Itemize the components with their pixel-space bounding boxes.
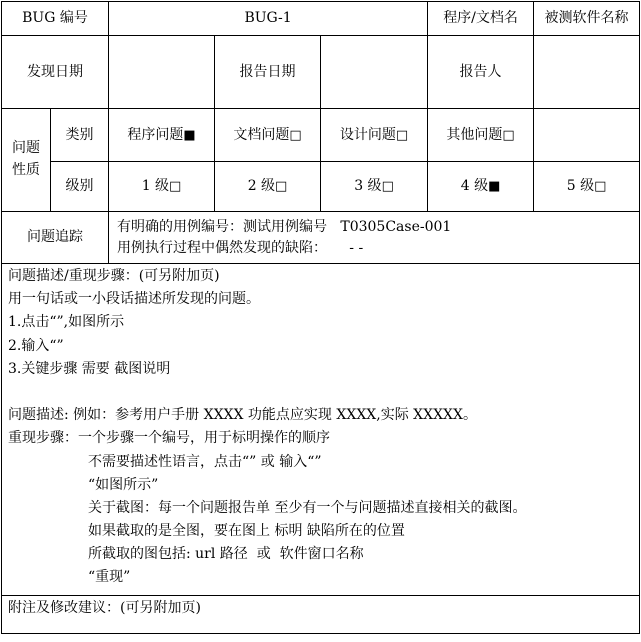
tracking-line-1: 有明确的用例编号：测试用例编号 T0305Case-001 [117, 219, 452, 236]
type-option-document[interactable] [215, 109, 321, 162]
type-label: 类别 [51, 109, 109, 162]
dates-row [2, 36, 640, 109]
notes-label: 附注及修改建议：(可另附加页) [8, 600, 201, 616]
unchecked-box-icon: □ [169, 179, 182, 195]
description-content[interactable] [2, 264, 640, 596]
notes-content[interactable] [2, 596, 640, 634]
level-option-text: 3 级 [354, 178, 382, 195]
level-option-text: 5 级 [566, 178, 595, 195]
description-row [2, 264, 640, 596]
description-line: 问题描述: 例如：参考用户手册 XXXX 功能点应实现 XXXX,实际 XXXXX。 [8, 407, 477, 424]
type-option-text: 设计问题 [339, 126, 396, 143]
report-date-label: 报告日期 [215, 36, 321, 109]
problem-nature-label-line1: 问题 [12, 140, 40, 157]
type-option-text: 程序问题 [127, 126, 184, 143]
description-line: 重现步骤：一个步骤一个编号，用于标明操作的顺序 [8, 430, 330, 447]
checked-box-icon: ■ [183, 127, 196, 143]
found-date-value[interactable] [109, 36, 215, 109]
unchecked-box-icon: □ [395, 127, 409, 143]
problem-nature-label-line2: 性质 [12, 162, 40, 178]
bug-no-value[interactable]: BUG-1 [109, 2, 428, 36]
tracking-content[interactable] [109, 212, 640, 264]
description-blank-line [8, 381, 633, 404]
tracking-label: 问题追踪 [2, 212, 109, 264]
type-row [2, 109, 640, 162]
level-option-5[interactable] [534, 162, 640, 212]
program-doc-label: 程序/文档名 [428, 2, 534, 36]
type-option-design[interactable] [321, 109, 428, 162]
level-option-text: 1 级 [141, 178, 170, 195]
description-indented-line: 所截取的图包括: url 路径 或 软件窗口名称 [88, 546, 364, 563]
description-indented-line: “重现” [88, 569, 131, 586]
level-option-text: 2 级 [247, 178, 276, 195]
checked-box-icon: ■ [488, 179, 501, 195]
level-option-3[interactable] [321, 162, 428, 212]
description-line: 用一句话或一小段话描述所发现的问题。 [8, 291, 260, 308]
bug-no-label: BUG 编号 [2, 2, 109, 36]
description-indented-line: 关于截图：每一个问题报告单 至少有一个与问题描述直接相关的截图。 [88, 499, 527, 516]
level-option-4[interactable] [428, 162, 534, 212]
type-option-text: 其他问题 [446, 126, 503, 143]
header-row [2, 2, 640, 36]
problem-nature-label [2, 109, 51, 212]
level-row [2, 162, 640, 212]
type-option-program[interactable] [109, 109, 215, 162]
unchecked-box-icon: □ [502, 127, 515, 143]
level-option-1[interactable] [109, 162, 215, 212]
level-option-text: 4 级 [460, 178, 489, 195]
level-option-2[interactable] [215, 162, 321, 212]
description-line: 3.关键步骤 需要 截图说明 [8, 360, 171, 377]
software-name-label: 被测软件名称 [534, 2, 640, 36]
reporter-value[interactable] [534, 36, 640, 109]
tracking-row [2, 212, 640, 264]
found-date-label: 发现日期 [2, 36, 109, 109]
reporter-label: 报告人 [428, 36, 534, 109]
unchecked-box-icon: □ [289, 127, 302, 143]
unchecked-box-icon: □ [381, 179, 394, 195]
type-option-text: 文档问题 [233, 126, 290, 143]
description-line: 2.输入“” [8, 337, 64, 354]
description-indented-line: 不需要描述性语言，点击“” 或 输入“” [88, 453, 322, 470]
type-option-other[interactable] [428, 109, 534, 162]
report-date-value[interactable] [321, 36, 428, 109]
description-indented-line: 如果截取的是全图，要在图上 标明 缺陷所在的位置 [88, 523, 405, 540]
bug-report-table [1, 1, 640, 634]
level-label: 级别 [51, 162, 109, 212]
unchecked-box-icon: □ [275, 179, 288, 195]
type-empty-cell [534, 109, 640, 162]
notes-row [2, 596, 640, 634]
unchecked-box-icon: □ [594, 179, 607, 195]
tracking-line-2: 用例执行过程中偶然发现的缺陷： - - [117, 239, 364, 256]
description-line: 1.点击“”,如图所示 [8, 314, 125, 331]
description-indented-line: “如图所示” [88, 476, 159, 493]
description-line: 问题描述/重现步骤：(可另附加页) [8, 268, 220, 284]
